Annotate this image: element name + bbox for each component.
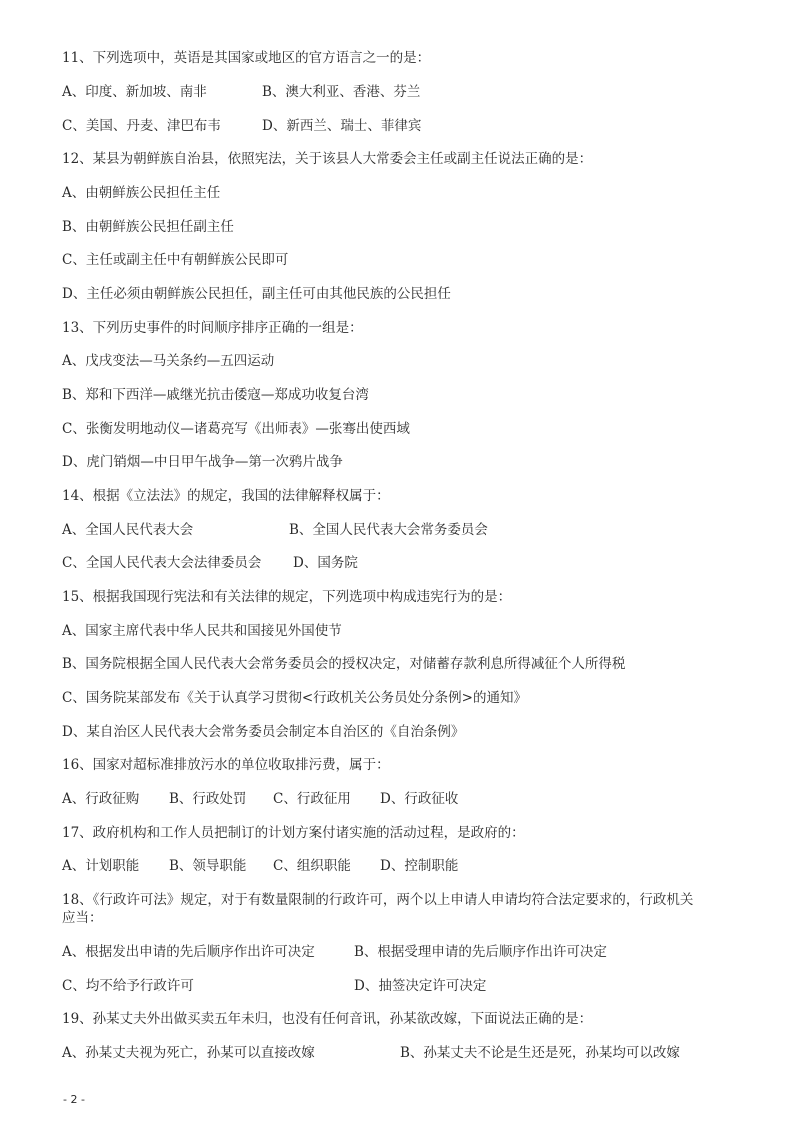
question-17-stem: 17、政府机构和工作人员把制订的计划方案付诸实施的活动过程，是政府的： <box>62 825 525 841</box>
question-18-option-c: C、均不给予行政许可 <box>62 978 194 994</box>
question-17-option-c: C、组织职能 <box>273 858 351 874</box>
question-17-option-a: A、计划职能 <box>62 858 140 874</box>
question-11-option-b: B、澳大利亚、香港、芬兰 <box>262 84 421 100</box>
question-18-option-d: D、抽签决定许可决定 <box>354 978 487 994</box>
question-15-stem: 15、根据我国现行宪法和有关法律的规定，下列选项中构成违宪行为的是： <box>62 589 512 605</box>
question-14-options-row2 <box>62 554 358 572</box>
question-16-option-c: C、行政征用 <box>273 791 351 807</box>
question-15-option-c: C、国务院某部发布《关于认真学习贯彻<行政机关公务员处分条例>的通知》 <box>62 690 527 706</box>
question-16-options <box>62 790 458 808</box>
question-16-option-a: A、行政征购 <box>62 791 140 807</box>
question-18-option-a: A、根据发出申请的先后顺序作出许可决定 <box>62 944 315 960</box>
question-11-options-row1 <box>62 83 420 101</box>
question-14-options-row1 <box>62 521 488 539</box>
question-11-option-c: C、美国、丹麦、津巴布韦 <box>62 118 221 134</box>
question-18-options-row2 <box>62 977 486 995</box>
question-18-option-b: B、根据受理申请的先后顺序作出许可决定 <box>354 944 607 960</box>
question-16-stem: 16、国家对超标准排放污水的单位收取排污费，属于： <box>62 757 390 773</box>
question-13-option-c: C、张衡发明地动仪—诸葛亮写《出师表》—张骞出使西域 <box>62 421 410 437</box>
question-15-option-d: D、某自治区人民代表大会常务委员会制定本自治区的《自治条例》 <box>62 724 465 740</box>
page-number: - 2 - <box>63 1093 85 1106</box>
question-11-option-d: D、新西兰、瑞士、菲律宾 <box>262 118 422 134</box>
question-18-stem-line1: 18、《行政许可法》规定，对于有数量限制的行政许可，两个以上申请人申请均符合法定要求的，行政机关 <box>62 892 694 908</box>
question-13-option-d: D、虎门销烟—中日甲午战争—第一次鸦片战争 <box>62 454 343 470</box>
question-12-option-d: D、主任必须由朝鲜族公民担任，副主任可由其他民族的公民担任 <box>62 286 451 302</box>
question-17-options <box>62 857 458 875</box>
question-13-option-a: A、戊戌变法—马关条约—五四运动 <box>62 353 275 369</box>
question-12-option-b: B、由朝鲜族公民担任副主任 <box>62 219 234 235</box>
question-14-stem: 14、根据《立法法》的规定，我国的法律解释权属于： <box>62 488 390 504</box>
question-17-option-d: D、控制职能 <box>380 858 459 874</box>
question-16-option-b: B、行政处罚 <box>169 791 247 807</box>
question-18-stem-line2: 应当： <box>62 910 103 926</box>
question-18-options-row1 <box>62 943 607 961</box>
question-14-option-d: D、国务院 <box>293 555 358 571</box>
question-15-option-a: A、国家主席代表中华人民共和国接见外国使节 <box>62 623 342 639</box>
question-11-stem: 11、下列选项中，英语是其国家或地区的官方语言之一的是： <box>62 50 431 66</box>
question-14-option-a: A、全国人民代表大会 <box>62 522 194 538</box>
question-12-option-c: C、主任或副主任中有朝鲜族公民即可 <box>62 252 289 268</box>
question-15-option-b: B、国务院根据全国人民代表大会常务委员会的授权决定，对储蓄存款利息所得减征个人所得税 <box>62 656 626 672</box>
question-19-option-a: A、孙某丈夫视为死亡，孙某可以直接改嫁 <box>62 1045 315 1061</box>
question-17-option-b: B、领导职能 <box>169 858 247 874</box>
question-13-stem: 13、下列历史事件的时间顺序排序正确的一组是： <box>62 320 363 336</box>
question-19-options <box>62 1044 680 1062</box>
question-19-stem: 19、孙某丈夫外出做买卖五年未归，也没有任何音讯，孙某欲改嫁，下面说法正确的是： <box>62 1011 593 1027</box>
question-14-option-b: B、全国人民代表大会常务委员会 <box>289 522 488 538</box>
question-11-option-a: A、印度、新加坡、南非 <box>62 84 207 100</box>
question-16-option-d: D、行政征收 <box>380 791 459 807</box>
question-12-stem: 12、某县为朝鲜族自治县，依照宪法，关于该县人大常委会主任或副主任说法正确的是： <box>62 151 593 167</box>
question-11-options-row2 <box>62 117 421 135</box>
question-13-option-b: B、郑和下西洋—戚继光抗击倭寇—郑成功收复台湾 <box>62 387 369 403</box>
question-19-option-b: B、孙某丈夫不论是生还是死，孙某均可以改嫁 <box>400 1045 680 1061</box>
question-12-option-a: A、由朝鲜族公民担任主任 <box>62 185 221 201</box>
question-14-option-c: C、全国人民代表大会法律委员会 <box>62 555 262 571</box>
